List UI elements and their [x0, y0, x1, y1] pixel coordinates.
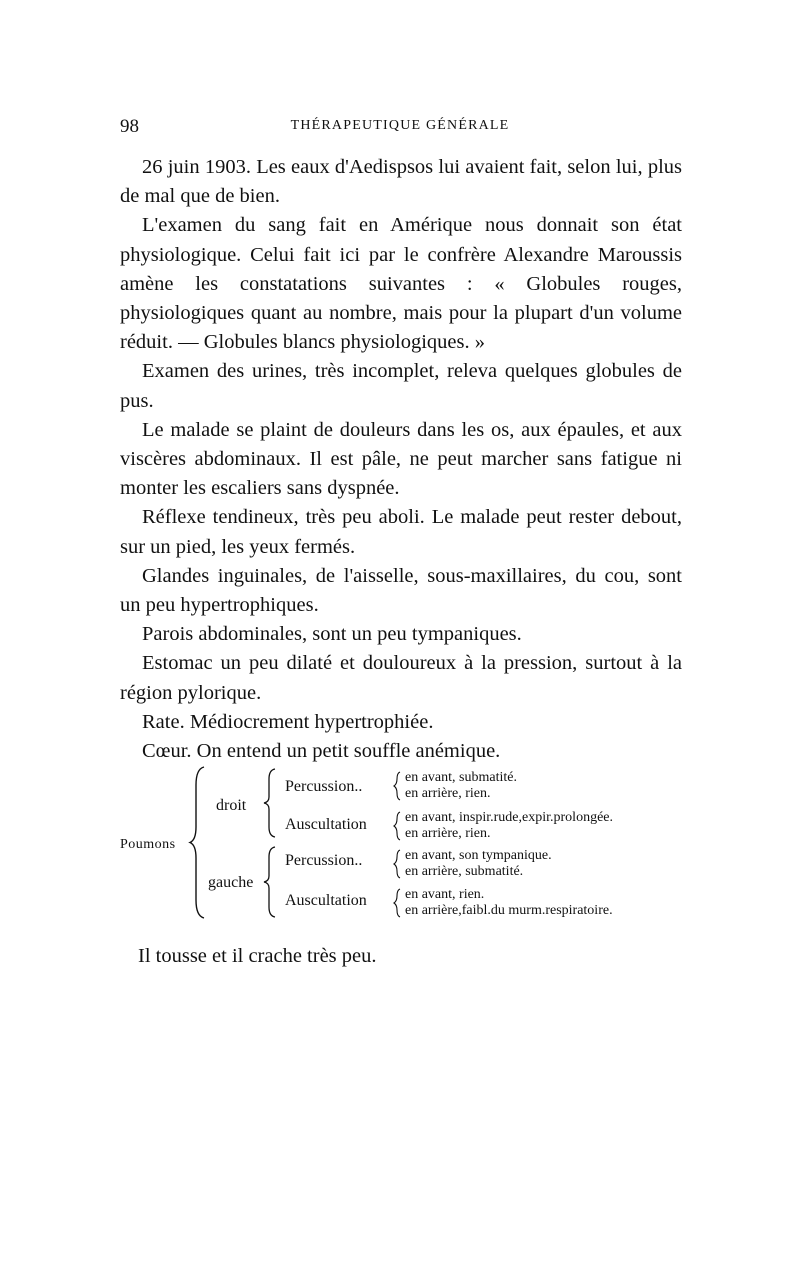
paragraph: 26 juin 1903. Les eaux d'Aedispsos lui avaient fait, selon lui, plus de mal que de bien. — [120, 156, 682, 208]
finding: en avant, inspir.rude,expir.prolongée. — [405, 810, 613, 825]
finding-brace — [393, 810, 403, 842]
paragraph: Réflexe tendineux, très peu aboli. Le malade peut rester debout, sur un pied, les yeux fermés. — [120, 506, 682, 558]
finding: en avant, son tympanique. — [405, 848, 552, 863]
paragraph: Glandes inguinales, de l'aisselle, sous-maxillaires, du cou, sont un peu hypertrophiques. — [120, 564, 682, 617]
side-label: droit — [216, 797, 247, 814]
exam-label: Auscultation — [285, 892, 367, 909]
exam-label: Percussion.. — [285, 852, 363, 869]
paragraph: L'examen du sang fait en Amérique nous donnait son état physiologique. Celui fait ici par le confrère Alexandre Maroussis amène les constatations suivantes : « Globules rouges, physiologiques quant au nombre, mais pour la plupart d'un volume réduit. — Globules blancs physiologiques. » — [120, 214, 682, 354]
page-header — [120, 116, 680, 138]
finding: en avant, submatité. — [405, 770, 517, 785]
body-text — [120, 153, 682, 766]
paragraph: Examen des urines, très incomplet, releva quelques globules de pus. — [120, 360, 682, 412]
finding: en arrière, submatité. — [405, 864, 524, 879]
paragraph: Le malade se plaint de douleurs dans les os, aux épaules, et aux viscères abdominaux. Il est pâle, ne peut marcher sans fatigue ni monter les escaliers sans dyspnée. — [120, 418, 682, 500]
side-label: gauche — [208, 874, 254, 891]
side-brace-gauche — [262, 845, 278, 919]
paragraph: Parois abdominales, sont un peu tympaniques. — [142, 623, 522, 646]
finding: en avant, rien. — [405, 887, 485, 902]
page-number: 98 — [120, 116, 139, 137]
organ-brace — [188, 765, 208, 920]
paragraph: Cœur. On entend un petit souffle anémique. — [142, 740, 501, 763]
running-title: THÉRAPEUTIQUE GÉNÉRALE — [290, 118, 510, 133]
side-brace-droit — [262, 767, 278, 839]
finding-brace — [393, 848, 403, 880]
paragraph: Rate. Médiocrement hypertrophiée. — [142, 710, 434, 733]
finding: en arrière,faibl.du murm.respiratoire. — [405, 903, 613, 918]
finding-brace — [393, 887, 403, 919]
finding: en arrière, rien. — [405, 786, 491, 801]
organ-label: Poumons — [120, 837, 176, 852]
finding: en arrière, rien. — [405, 826, 491, 841]
paragraph: Estomac un peu dilaté et douloureux à la pression, surtout à la région pylorique. — [120, 652, 682, 704]
closing-line: Il tousse et il crache très peu. — [138, 945, 377, 967]
exam-label: Auscultation — [285, 816, 367, 833]
finding-brace — [393, 770, 403, 802]
exam-label: Percussion.. — [285, 778, 363, 795]
